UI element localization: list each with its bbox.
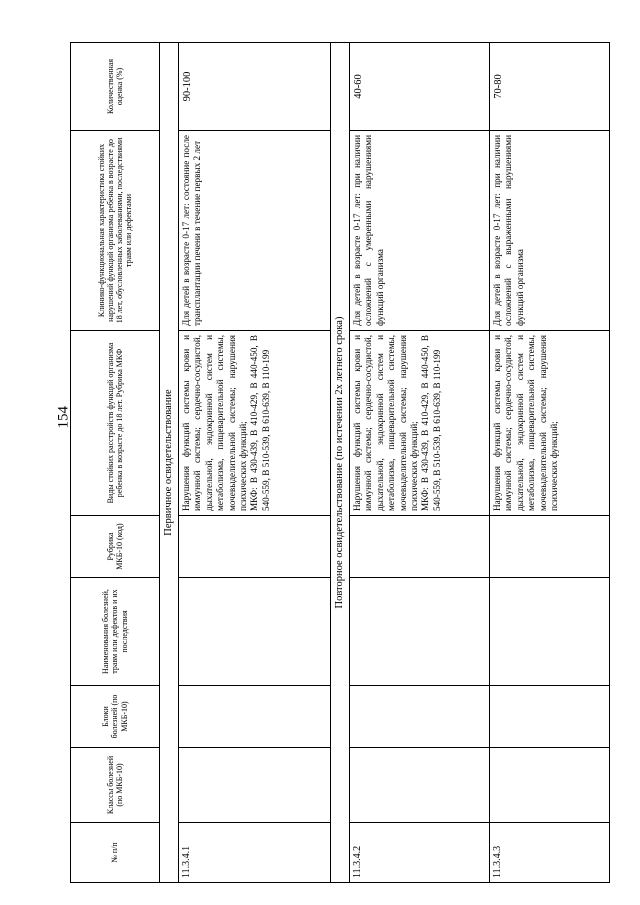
section-title: Повторное освидетельствование (по истечении 2х летнего срока) [331,43,350,883]
header-number: № п/п [71,823,160,883]
table-row [350,43,490,883]
row-number: 11.3.4.3 [490,823,610,883]
section-title-row [331,43,350,883]
header-disease-name: Наименования болезней, травм или дефектов и их последствия [71,578,160,686]
empty-cell [490,748,610,823]
header-clinical-characteristic: Клинико-функциональная характеристика стойких нарушений функций организма ребенка в возрасте до 18 лет, обусловленных заболеваниями, последствиями травм или дефектами [71,131,160,331]
header-quantitative-score: Количественная оценка (%) [71,43,160,131]
function-disorders-cell: Нарушения функций системы крови и иммунной системы; сердечно-сосудистой, дыхательной, эндокринной систем и метаболизма, пищеварительной системы, мочевыделительной системы; нарушения психических функций; МКФ: В 430-439, В 410-429, В 440-450, В 540-559, В 510-539, В 610-639, В 110-199 [179,331,331,516]
empty-cell [490,578,610,686]
empty-cell [179,686,331,748]
header-disease-class: Классы болезней (по МКБ-10) [71,748,160,823]
header-function-disorders: Виды стойких расстройств функций организма ребенка в возрасте до 18 лет. Рубрика МКФ [71,331,160,516]
row-number: 11.3.4.1 [179,823,331,883]
empty-cell [179,748,331,823]
score-cell: 40-60 [350,43,490,131]
score-cell: 70-80 [490,43,610,131]
header-disease-block: Блоки болезней (по МКБ-10) [71,686,160,748]
function-disorders-cell: Нарушения функций системы крови и иммунной системы; сердечно-сосудистой, дыхательной, эндокринной систем и метаболизма, пищеварительной системы, мочевыделительной системы; нарушения психических функций; МКФ: В 430-439, В 410-429, В 440-450, В 540-559, В 510-539, В 610-639, В 110-199 [350,331,490,516]
clinical-characteristic-cell: Для детей в возрасте 0-17 лет: при наличии осложнений с выраженными нарушениями функций организма [490,131,610,331]
empty-cell [350,516,490,578]
clinical-characteristic-cell: Для детей в возрасте 0-17 лет: при наличии осложнений с умеренными нарушениями функций организма [350,131,490,331]
header-icd-code: Рубрика МКБ-10 (код) [71,516,160,578]
header-row [71,43,160,883]
disability-criteria-table [70,42,610,883]
empty-cell [179,516,331,578]
empty-cell [490,516,610,578]
empty-cell [179,578,331,686]
function-disorders-cell: Нарушения функций системы крови и иммунной системы; сердечно-сосудистой, дыхательной, эндокринной систем и метаболизма, пищеварительной системы, мочевыделительной системы; нарушения психических функций; [490,331,610,516]
empty-cell [490,686,610,748]
row-number: 11.3.4.2 [350,823,490,883]
table-row [179,43,331,883]
page-number: 154 [55,406,72,429]
empty-cell [350,578,490,686]
section-title-row [160,43,179,883]
empty-cell [350,748,490,823]
score-cell: 90-100 [179,43,331,131]
table-row [490,43,610,883]
section-title: Первичное освидетельствование [160,43,179,883]
rotated-table-sheet [70,43,628,883]
empty-cell [350,686,490,748]
clinical-characteristic-cell: Для детей в возрасте 0-17 лет: состояние после трансплантации печени в течение первых 2 лет [179,131,331,331]
